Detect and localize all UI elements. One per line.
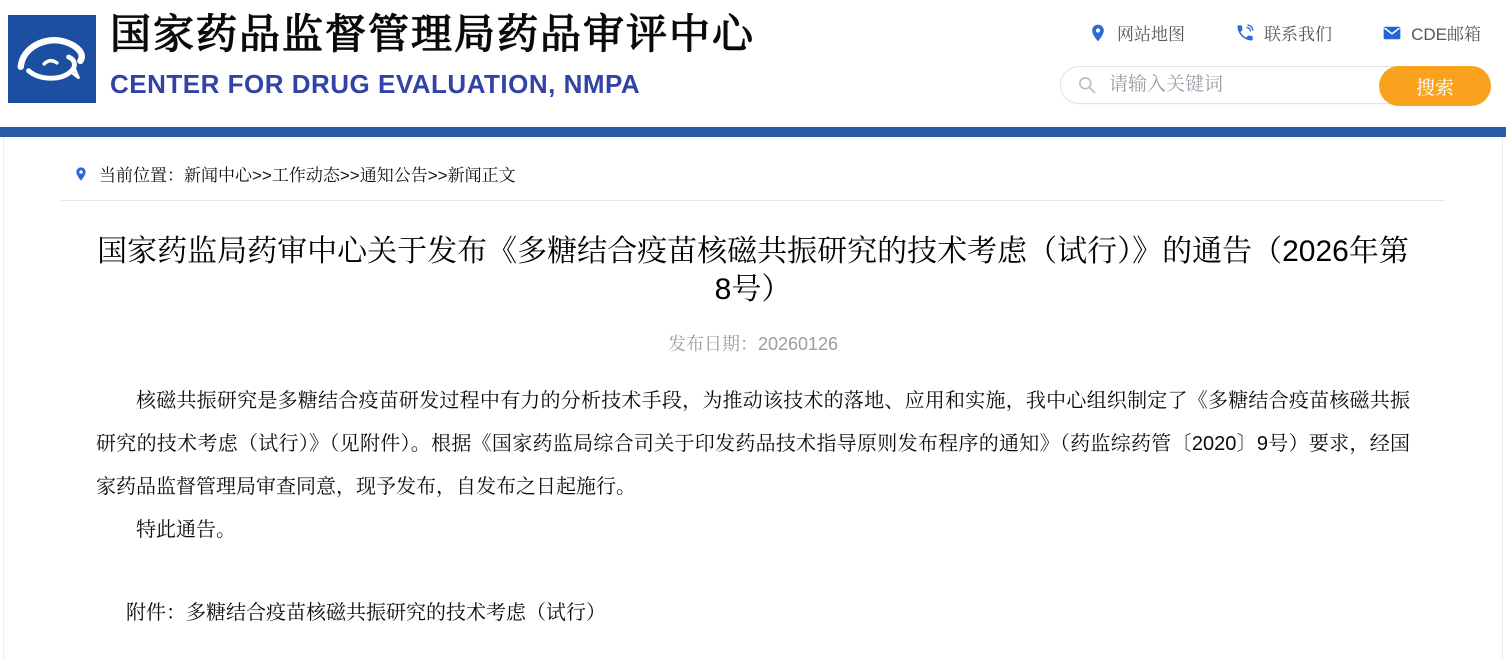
header-right — [1060, 20, 1491, 104]
article-paragraph: 特此通告。 — [136, 519, 236, 541]
publish-date: 发布日期：20260126 — [667, 334, 839, 354]
quick-links — [1060, 20, 1491, 45]
envelope-icon — [1382, 23, 1402, 43]
site-title: 国家药品监督管理局药品审评中心 — [110, 11, 755, 57]
contact-link[interactable] — [1235, 20, 1332, 45]
location-pin-icon — [73, 164, 89, 184]
article-paragraph: 核磁共振研究是多糖结合疫苗研发过程中有力的分析技术手段，为推动该技术的落地、应用和实施，我中心组织制定了《多糖结合疫苗核磁共振研究的技术考虑（试行）》（见附件）。根据《国家药监局综合司关于印发药品技术指导原则发布程序的通知》（药监综药管〔2020〕9号）要求，经国家药品监督管理局审查同意，现予发布，自发布之日起施行。 — [96, 390, 1410, 498]
search-icon — [1077, 75, 1097, 95]
breadcrumb-text[interactable]: 当前位置：新闻中心>>工作动态>>通知公告>>新闻正文 — [99, 166, 516, 185]
brand-block — [110, 12, 755, 100]
search-button[interactable]: 搜索 — [1379, 66, 1491, 106]
article — [4, 233, 1502, 635]
cde-logo — [8, 14, 96, 104]
mailbox-link[interactable] — [1382, 20, 1481, 45]
attachment-link[interactable]: 附件：多糖结合疫苗核磁共振研究的技术考虑（试行） — [126, 602, 606, 624]
site-header — [0, 0, 1506, 127]
breadcrumb — [61, 137, 1445, 201]
sitemap-link-label: 网站地图 — [1117, 25, 1185, 44]
header-divider-bar — [0, 127, 1506, 137]
mailbox-link-label: CDE邮箱 — [1411, 25, 1481, 44]
map-pin-icon — [1088, 23, 1108, 43]
phone-icon — [1235, 23, 1255, 43]
cde-logo-icon — [8, 14, 96, 104]
sitemap-link[interactable] — [1088, 20, 1185, 45]
main-content — [3, 137, 1503, 659]
contact-link-label: 联系我们 — [1264, 25, 1333, 44]
search-bar — [1060, 66, 1491, 104]
article-title: 国家药监局药审中心关于发布《多糖结合疫苗核磁共振研究的技术考虑（试行）》的通告（2026年第8号） — [97, 235, 1409, 306]
site-subtitle: CENTER FOR DRUG EVALUATION, NMPA — [110, 69, 641, 100]
article-body — [96, 380, 1410, 552]
